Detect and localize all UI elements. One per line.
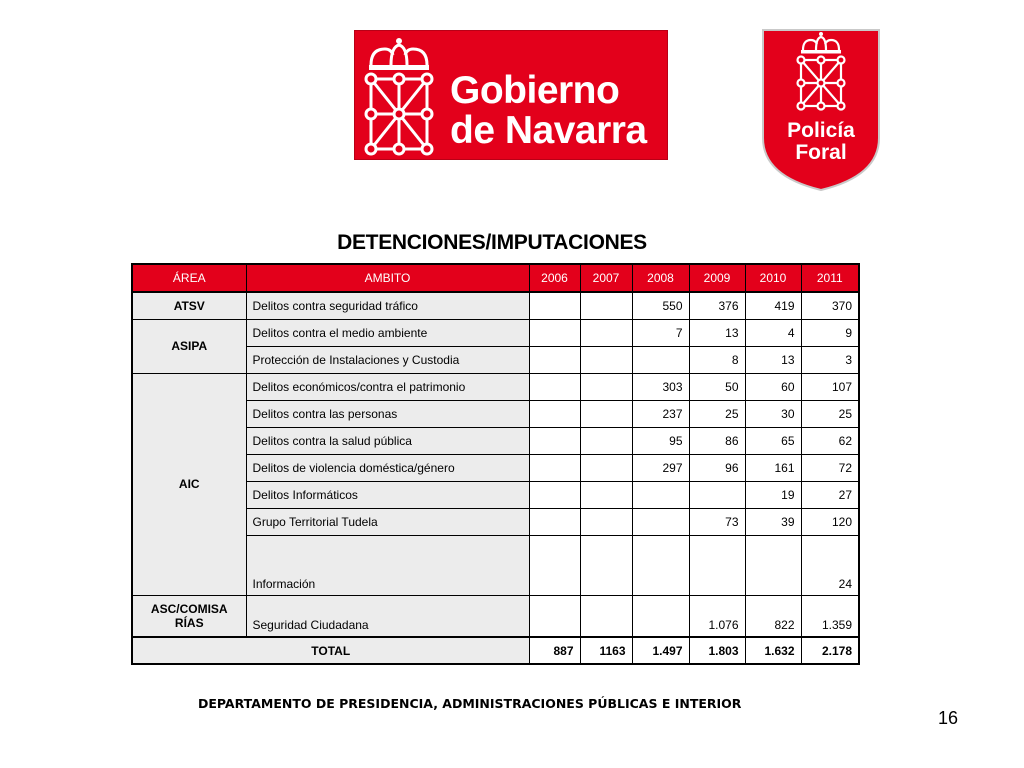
header-2006: 2006 — [529, 264, 580, 292]
ambito-cell: Grupo Territorial Tudela — [246, 508, 529, 535]
value-cell — [580, 319, 632, 346]
logo-line1: Gobierno — [450, 69, 620, 112]
value-cell: 3 — [801, 346, 859, 373]
value-cell: 13 — [745, 346, 801, 373]
value-cell — [580, 427, 632, 454]
value-cell: 24 — [801, 535, 859, 595]
value-cell: 39 — [745, 508, 801, 535]
page-title: DETENCIONES/IMPUTACIONES — [337, 231, 647, 254]
value-cell — [632, 595, 689, 637]
detentions-table — [131, 263, 860, 665]
value-cell: 25 — [801, 400, 859, 427]
shield-icon — [761, 28, 881, 192]
gobierno-navarra-logo — [354, 30, 668, 160]
table-row — [132, 595, 859, 637]
header-2008: 2008 — [632, 264, 689, 292]
logo-line2: de Navarra — [450, 109, 647, 152]
gobierno-navarra-wordmark — [450, 71, 647, 151]
ambito-cell: Delitos Informáticos — [246, 481, 529, 508]
table-row — [132, 319, 859, 346]
department-footer: DEPARTAMENTO DE PRESIDENCIA, ADMINISTRACIONES PÚBLICAS E INTERIOR — [198, 696, 742, 711]
value-cell — [632, 346, 689, 373]
total-value: 887 — [529, 637, 580, 664]
value-cell — [580, 373, 632, 400]
value-cell — [632, 535, 689, 595]
value-cell: 30 — [745, 400, 801, 427]
value-cell: 9 — [801, 319, 859, 346]
ambito-cell: Protección de Instalaciones y Custodia — [246, 346, 529, 373]
ambito-cell: Seguridad Ciudadana — [246, 595, 529, 637]
value-cell: 95 — [632, 427, 689, 454]
table-row — [132, 292, 859, 319]
value-cell: 60 — [745, 373, 801, 400]
total-value: 1.497 — [632, 637, 689, 664]
value-cell: 62 — [801, 427, 859, 454]
value-cell — [580, 346, 632, 373]
total-value: 1.803 — [689, 637, 745, 664]
total-value: 1.632 — [745, 637, 801, 664]
header-2007: 2007 — [580, 264, 632, 292]
total-value: 1163 — [580, 637, 632, 664]
value-cell — [529, 319, 580, 346]
value-cell: 65 — [745, 427, 801, 454]
value-cell: 96 — [689, 454, 745, 481]
area-cell: ATSV — [132, 292, 246, 319]
value-cell — [580, 454, 632, 481]
value-cell — [529, 400, 580, 427]
value-cell — [529, 292, 580, 319]
total-row — [132, 637, 859, 664]
total-value: 2.178 — [801, 637, 859, 664]
value-cell: 50 — [689, 373, 745, 400]
header-2009: 2009 — [689, 264, 745, 292]
value-cell — [529, 346, 580, 373]
value-cell: 7 — [632, 319, 689, 346]
table-header-row — [132, 264, 859, 292]
value-cell — [529, 508, 580, 535]
value-cell: 237 — [632, 400, 689, 427]
value-cell: 822 — [745, 595, 801, 637]
value-cell: 25 — [689, 400, 745, 427]
policia-foral-logo — [761, 28, 881, 192]
ambito-cell: Delitos contra el medio ambiente — [246, 319, 529, 346]
value-cell — [529, 481, 580, 508]
value-cell — [745, 535, 801, 595]
ambito-cell: Delitos económicos/contra el patrimonio — [246, 373, 529, 400]
value-cell: 19 — [745, 481, 801, 508]
page-number: 16 — [938, 708, 959, 728]
logo-line2: Foral — [795, 141, 847, 164]
value-cell — [529, 373, 580, 400]
ambito-cell: Información — [246, 535, 529, 595]
value-cell — [529, 595, 580, 637]
value-cell: 161 — [745, 454, 801, 481]
value-cell: 4 — [745, 319, 801, 346]
value-cell — [529, 535, 580, 595]
value-cell — [580, 508, 632, 535]
value-cell: 297 — [632, 454, 689, 481]
policia-foral-wordmark — [761, 120, 881, 164]
value-cell — [689, 481, 745, 508]
value-cell — [632, 508, 689, 535]
value-cell — [580, 535, 632, 595]
header-2010: 2010 — [745, 264, 801, 292]
value-cell: 107 — [801, 373, 859, 400]
value-cell — [580, 400, 632, 427]
header-area: ÁREA — [132, 264, 246, 292]
value-cell: 303 — [632, 373, 689, 400]
value-cell — [580, 292, 632, 319]
value-cell: 376 — [689, 292, 745, 319]
value-cell — [580, 481, 632, 508]
logo-line1: Policía — [787, 119, 855, 142]
value-cell: 72 — [801, 454, 859, 481]
value-cell: 8 — [689, 346, 745, 373]
value-cell: 86 — [689, 427, 745, 454]
table-row — [132, 373, 859, 400]
total-label: TOTAL — [132, 637, 529, 664]
value-cell: 73 — [689, 508, 745, 535]
value-cell — [529, 454, 580, 481]
navarra-chains-emblem-icon — [361, 35, 437, 157]
header-ambito: AMBITO — [246, 264, 529, 292]
ambito-cell: Delitos contra las personas — [246, 400, 529, 427]
value-cell: 370 — [801, 292, 859, 319]
value-cell — [689, 535, 745, 595]
value-cell: 1.076 — [689, 595, 745, 637]
value-cell: 1.359 — [801, 595, 859, 637]
value-cell: 27 — [801, 481, 859, 508]
ambito-cell: Delitos de violencia doméstica/género — [246, 454, 529, 481]
area-cell: AIC — [132, 373, 246, 595]
value-cell — [632, 481, 689, 508]
value-cell: 419 — [745, 292, 801, 319]
area-cell: ASC/COMISA RÍAS — [132, 595, 246, 637]
value-cell: 120 — [801, 508, 859, 535]
value-cell — [580, 595, 632, 637]
ambito-cell: Delitos contra la salud pública — [246, 427, 529, 454]
ambito-cell: Delitos contra seguridad tráfico — [246, 292, 529, 319]
header-2011: 2011 — [801, 264, 859, 292]
value-cell: 13 — [689, 319, 745, 346]
value-cell: 550 — [632, 292, 689, 319]
value-cell — [529, 427, 580, 454]
area-cell: ASIPA — [132, 319, 246, 373]
